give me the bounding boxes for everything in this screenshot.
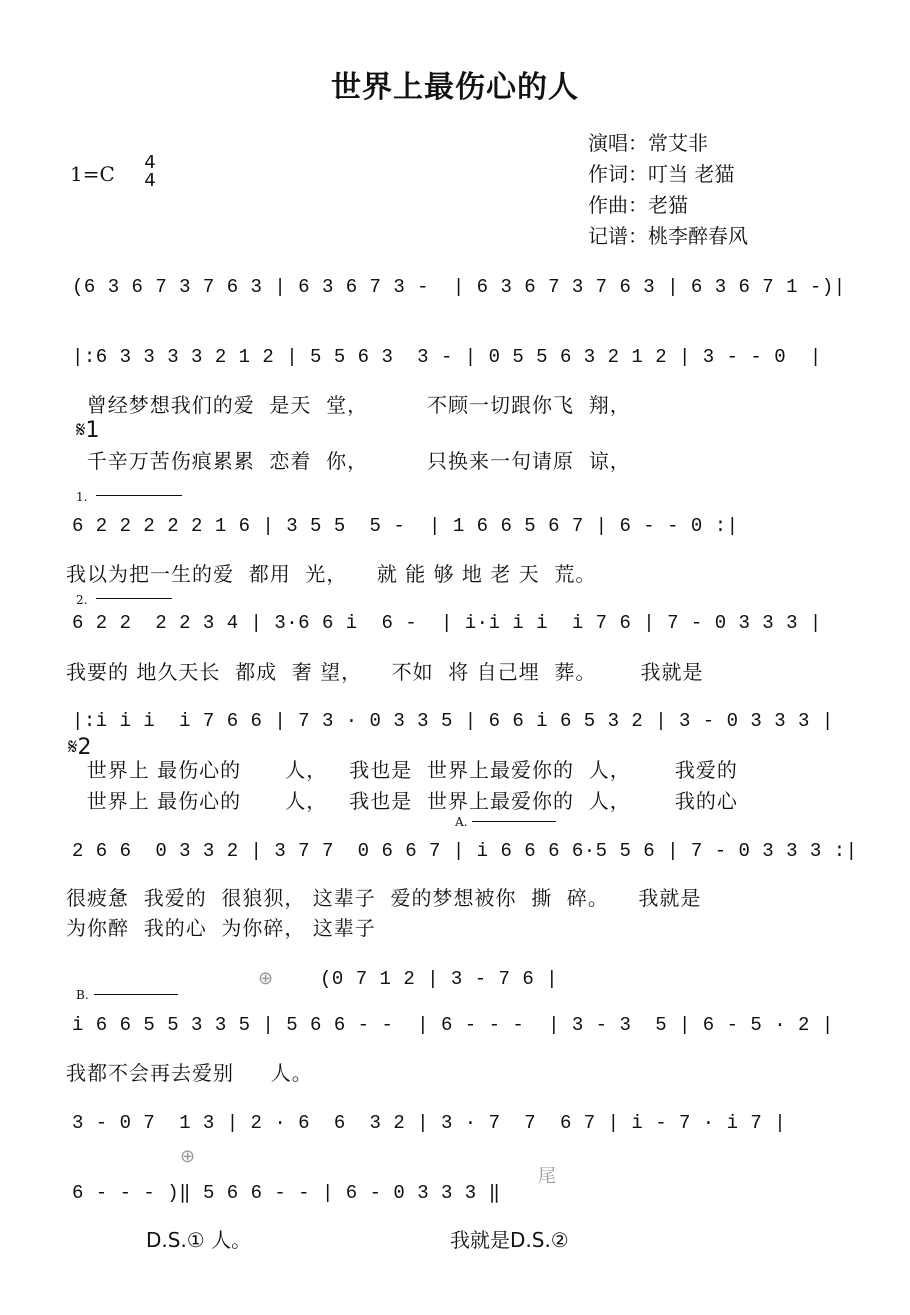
time-signature [140, 154, 160, 190]
volta-2-line [96, 598, 172, 599]
score-row-7: i 6 6 5 5 3 3 5 | 5 6 6 - - | 6 - - - | 3 - 3 5 | 6 - 5 · 2 | [72, 1014, 834, 1036]
coda-mark-bottom: ⊕ [180, 1146, 196, 1167]
volta-2-label: 2. [76, 593, 88, 607]
credit-transcriber: 记谱：桃李醉春风 [588, 224, 748, 248]
credit-singer: 演唱：常艾非 [588, 131, 708, 155]
credits [588, 128, 748, 252]
score-row-6: 2 6 6 0 3 3 2 | 3 7 7 0 6 6 7 | i 6 6 6 6·5 5 6 | 7 - 0 3 3 3 :| [72, 840, 858, 862]
volta-b-line [94, 994, 178, 995]
score-row-5: |:i i i i 7 6 6 | 7 3 · 0 3 3 5 | 6 6 i 6 5 3 2 | 3 - 0 3 3 3 | [72, 710, 834, 732]
score-row-3: 6 2 2 2 2 2 1 6 | 3 5 5 5 - | 1 6 6 5 6 7 | 6 - - 0 :| [72, 515, 739, 537]
volta-1-line [96, 495, 182, 496]
score-row-7-upper-voice: (0 7 1 2 | 3 - 7 6 | [320, 968, 559, 990]
volta-1-label: 1. [76, 490, 88, 504]
lyrics-row-4: 我要的 地久天长 都成 奢 望， 不如 将 自己埋 葬。 我就是 [66, 660, 704, 684]
ds-2-instruction: 我就是D.S.② [450, 1228, 569, 1252]
lyrics-row-2-verse-1: 曾经梦想我们的爱 是天 堂， 不顾一切跟你飞 翔， [72, 393, 631, 417]
lyrics-row-2-verse-2: 千辛万苦伤痕累累 恋着 你， 只换来一句请原 谅， [72, 449, 631, 473]
segno-2-mark: 𝄋2 [68, 735, 92, 760]
volta-a-label: A. [455, 815, 468, 829]
lyrics-row-6-verse-1: 很疲惫 我爱的 很狼狈， 这辈子 爱的梦想被你 撕 碎。 我就是 [66, 886, 702, 910]
end-mark: 尾 [538, 1166, 556, 1187]
volta-b-label: B. [76, 988, 89, 1002]
lyrics-row-5-verse-2: 世界上 最伤心的 人， 我也是 世界上最爱你的 人， 我的心 [72, 789, 738, 813]
score-row-9: 6 - - - )‖ 5 6 6 - - | 6 - 0 3 3 3 ‖ [72, 1182, 501, 1204]
coda-mark-top: ⊕ [258, 968, 274, 989]
score-row-8: 3 - 0 7 1 3 | 2 · 6 6 3 2 | 3 · 7 7 6 7 | i - 7 · i 7 | [72, 1112, 787, 1134]
score-row-1: (6 3 6 7 3 7 6 3 | 6 3 6 7 3 - | 6 3 6 7 3 7 6 3 | 6 3 6 7 1 -)| [72, 276, 846, 298]
lyrics-row-7: 我都不会再去爱别 人。 [66, 1061, 313, 1085]
lyrics-row-5-verse-1: 世界上 最伤心的 人， 我也是 世界上最爱你的 人， 我爱的 [72, 758, 738, 782]
lyrics-row-3: 我以为把一生的爱 都用 光， 就 能 够 地 老 天 荒。 [66, 562, 597, 586]
meter-bottom: 4 [144, 170, 156, 191]
segno-1-mark: 𝄋1 [76, 418, 100, 443]
score-row-2: |:6 3 3 3 3 2 1 2 | 5 5 6 3 3 - | 0 5 5 6 3 2 1 2 | 3 - - 0 | [72, 346, 822, 368]
credit-lyricist: 作词：叮当 老猫 [588, 162, 735, 186]
key-signature: 1=C [70, 162, 115, 186]
volta-a-line [472, 821, 556, 822]
song-title: 世界上最伤心的人 [331, 70, 579, 105]
meter-top: 4 [144, 152, 156, 173]
ds-1-instruction: D.S.① 人。 [146, 1228, 252, 1252]
score-row-4: 6 2 2 2 2 3 4 | 3·6 6 i 6 - | i·i i i i 7 6 | 7 - 0 3 3 3 | [72, 612, 822, 634]
lyrics-row-6-verse-2: 为你醉 我的心 为你碎， 这辈子 [66, 916, 376, 940]
credit-composer: 作曲：老猫 [588, 193, 688, 217]
